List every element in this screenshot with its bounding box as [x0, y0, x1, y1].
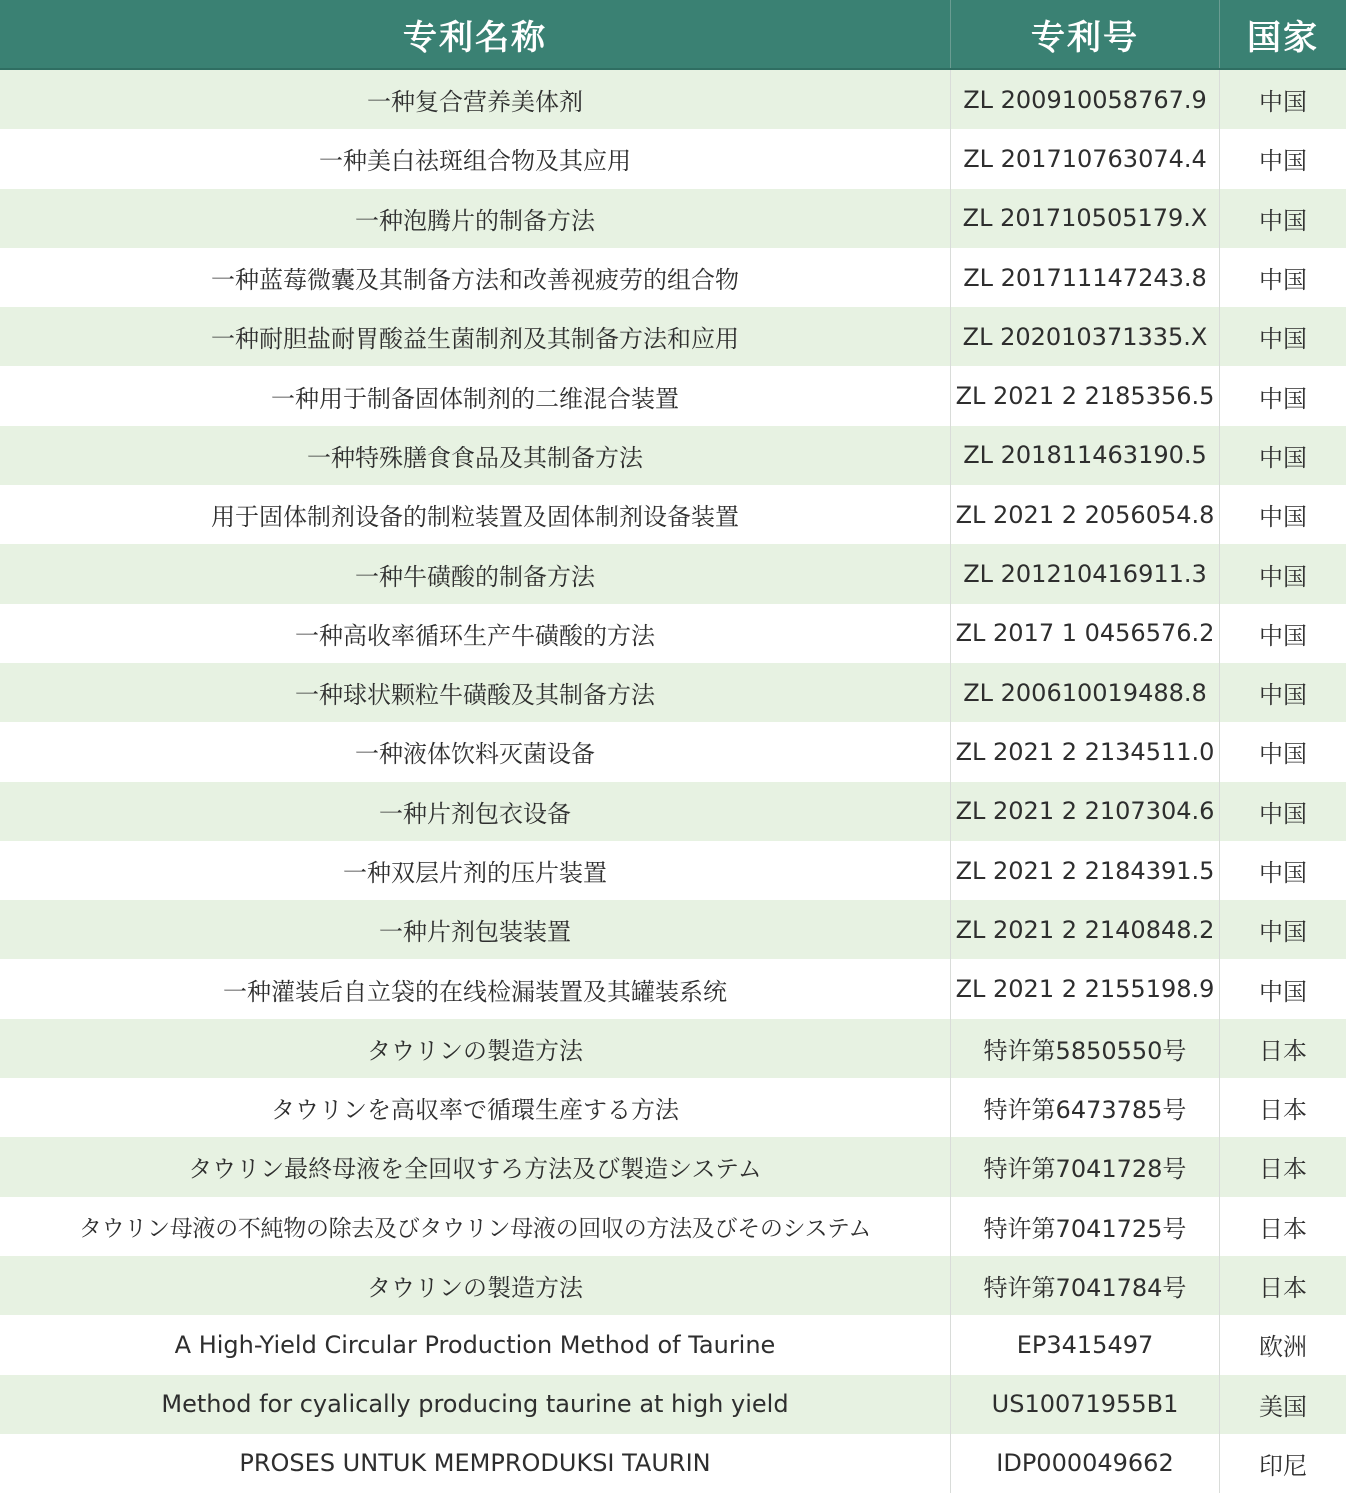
table-row	[0, 900, 1346, 959]
patent-name-cell: タウリンの製造方法	[367, 1274, 583, 1303]
patent-number-cell: 特许第7041725号	[950, 1197, 1220, 1256]
country-cell: 中国	[1259, 918, 1307, 947]
country-cell: 日本	[1259, 1036, 1307, 1065]
patent-number-cell: ZL 201811463190.5	[950, 426, 1220, 485]
patent-number-cell: IDP000049662	[950, 1434, 1220, 1493]
patent-number-cell: ZL 2021 2 2107304.6	[950, 782, 1220, 841]
country-cell: 中国	[1259, 681, 1307, 710]
patent-number-cell: ZL 2021 2 2184391.5	[950, 841, 1220, 900]
patent-name-cell: 一种泡腾片的制备方法	[355, 206, 595, 235]
patent-number-cell: ZL 200910058767.9	[950, 70, 1220, 129]
country-cell: 印尼	[1259, 1451, 1307, 1480]
table-row	[0, 1019, 1346, 1078]
country-cell: 中国	[1259, 503, 1307, 532]
patent-number-cell: ZL 200610019488.8	[950, 663, 1220, 722]
patent-number-cell: ZL 201710505179.X	[950, 189, 1220, 248]
country-cell: 中国	[1259, 859, 1307, 887]
country-cell: 中国	[1259, 977, 1307, 1006]
patent-number-cell: ZL 201710763074.4	[950, 129, 1220, 188]
country-cell: 中国	[1259, 147, 1307, 176]
patent-name-cell: 一种液体饮料灭菌设备	[355, 740, 595, 769]
patent-name-cell: PROSES UNTUK MEMPRODUKSI TAURIN	[239, 1449, 711, 1478]
patent-number-cell: 特许第5850550号	[950, 1019, 1220, 1078]
patent-name-cell: 一种片剂包衣设备	[379, 799, 571, 828]
header-patent-name: 专利名称	[403, 17, 547, 58]
patent-name-cell: 一种用于制备固体制剂的二维混合装置	[271, 384, 679, 413]
patent-name-cell: A High-Yield Circular Production Method of Taurine	[174, 1330, 776, 1359]
patent-number-cell: ZL 201711147243.8	[950, 248, 1220, 307]
patent-name-cell: 一种耐胆盐耐胃酸益生菌制剂及其制备方法和应用	[211, 325, 739, 354]
patent-number-cell: ZL 2021 2 2056054.8	[950, 485, 1220, 544]
table-row	[0, 307, 1346, 366]
table-header	[0, 0, 1346, 70]
country-cell: 中国	[1259, 443, 1307, 472]
table-row	[0, 248, 1346, 307]
country-cell: 欧洲	[1259, 1333, 1307, 1362]
patent-name-cell: タウリンを高収率で循環生産する方法	[271, 1096, 679, 1125]
country-cell: 中国	[1259, 799, 1307, 828]
country-cell: 中国	[1259, 740, 1307, 769]
patent-name-cell: 一种美白祛斑组合物及其应用	[319, 147, 631, 176]
patent-name-cell: Method for cyalically producing taurine at high yield	[161, 1390, 789, 1419]
patent-number-cell: ZL 2021 2 2140848.2	[950, 900, 1220, 959]
table-row	[0, 604, 1346, 663]
country-cell: 中国	[1259, 384, 1307, 413]
patent-number-cell: 特许第7041784号	[950, 1256, 1220, 1315]
patent-number-cell: ZL 202010371335.X	[950, 307, 1220, 366]
patent-name-cell: 一种牛磺酸的制备方法	[355, 562, 595, 591]
table-row	[0, 426, 1346, 485]
patent-name-cell: 一种蓝莓微囊及其制备方法和改善视疲劳的组合物	[211, 266, 739, 295]
table-row	[0, 1078, 1346, 1137]
table-row	[0, 1375, 1346, 1434]
patent-number-cell: 特许第7041728号	[950, 1137, 1220, 1196]
patent-name-cell: 一种高收率循环生产牛磺酸的方法	[295, 621, 655, 650]
patent-name-cell: タウリンの製造方法	[367, 1036, 583, 1065]
table-row	[0, 959, 1346, 1018]
table-row	[0, 366, 1346, 425]
table-row	[0, 70, 1346, 129]
table-row	[0, 189, 1346, 248]
country-cell: 日本	[1259, 1214, 1307, 1243]
table-row	[0, 1315, 1346, 1374]
country-cell: 中国	[1259, 88, 1307, 117]
patent-number-cell: ZL 2021 2 2134511.0	[950, 722, 1220, 781]
table-row	[0, 782, 1346, 841]
country-cell: 日本	[1259, 1274, 1307, 1303]
patent-name-cell: タウリン母液の不純物の除去及びタウリン母液の回収の方法及びそのシステム	[78, 1215, 872, 1242]
header-country: 国家	[1247, 17, 1319, 58]
table-row	[0, 1256, 1346, 1315]
patent-name-cell: 一种球状颗粒牛磺酸及其制备方法	[295, 681, 655, 710]
patent-name-cell: 一种灌装后自立袋的在线检漏装置及其罐装系统	[223, 977, 727, 1006]
table-row	[0, 1197, 1346, 1256]
table-row	[0, 841, 1346, 900]
patent-name-cell: 一种复合营养美体剂	[367, 88, 583, 117]
patent-name-cell: 用于固体制剂设备的制粒装置及固体制剂设备装置	[211, 503, 739, 532]
patent-number-cell: ZL 201210416911.3	[950, 544, 1220, 603]
country-cell: 中国	[1259, 325, 1307, 354]
table-row	[0, 663, 1346, 722]
header-patent-number: 专利号	[950, 0, 1220, 68]
table-row	[0, 1434, 1346, 1493]
patent-name-cell: 一种片剂包装装置	[379, 918, 571, 947]
patent-number-cell: 特许第6473785号	[950, 1078, 1220, 1137]
table-body	[0, 70, 1346, 1493]
country-cell: 日本	[1259, 1096, 1307, 1125]
country-cell: 美国	[1259, 1392, 1307, 1421]
table-row	[0, 485, 1346, 544]
patent-number-cell: ZL 2021 2 2185356.5	[950, 366, 1220, 425]
country-cell: 中国	[1259, 621, 1307, 650]
country-cell: 日本	[1259, 1155, 1307, 1184]
patent-name-cell: 一种特殊膳食食品及其制备方法	[307, 443, 643, 472]
patent-number-cell: ZL 2017 1 0456576.2	[950, 604, 1220, 663]
patent-name-cell: 一种双层片剂的压片装置	[343, 859, 607, 887]
patent-number-cell: ZL 2021 2 2155198.9	[950, 959, 1220, 1018]
country-cell: 中国	[1259, 562, 1307, 591]
patent-number-cell: US10071955B1	[950, 1375, 1220, 1434]
country-cell: 中国	[1259, 206, 1307, 235]
country-cell: 中国	[1259, 266, 1307, 295]
table-row	[0, 129, 1346, 188]
table-row	[0, 722, 1346, 781]
table-row	[0, 1137, 1346, 1196]
patent-number-cell: EP3415497	[950, 1315, 1220, 1374]
patent-name-cell: タウリン最終母液を全回収すろ方法及び製造システム	[188, 1155, 762, 1184]
table-row	[0, 544, 1346, 603]
